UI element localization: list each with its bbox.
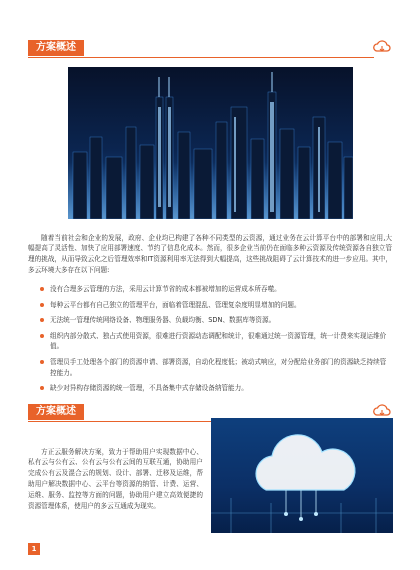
list-item: 缺少对异构存储资源的统一管理，不具备集中式存储设备纳管能力。 <box>40 383 392 394</box>
list-item: 无法统一管理传统网络设备、物理服务器、负载均衡、SDN、数据库等资源。 <box>40 315 392 326</box>
list-item: 管理员手工处理各个部门的资源申请、部署资源，自动化程度低；被动式响应，对分配给业务部门的资源缺乏持续管控能力。 <box>40 357 392 378</box>
section-divider <box>28 57 374 58</box>
list-item: 组织内部分散式、独占式使用资源，很难进行资源动态调配和统计，很难通过统一资源管理，统一计费来实现运维价值。 <box>40 331 392 352</box>
bullet-dot <box>40 318 44 322</box>
solution-paragraph: 方正云服务解决方案，致力于帮助用户实现数据中心、私有云与公有云、公有云与公有云间的互联互通，协助用户完成公有云及混合云的规划、设计、部署、迁移及运维，帮助用户解决数据中心、云平台等资源的纳管、计费、运营、运维、服务、监控等方面的问题，协助用户建立高效便捷的资源管理体系，使用户的多云互通成为现实。 <box>28 447 203 510</box>
bullet-dot <box>40 303 44 307</box>
list-item: 没有合理多云管理的方法，采用云计算节省的成本都被增加的运营成本所吞噬。 <box>40 284 392 295</box>
section-title: 方案概述 <box>28 40 84 56</box>
page-number: 1 <box>28 543 40 555</box>
section-header-overview <box>28 38 392 60</box>
bullet-dot <box>40 334 44 338</box>
intro-paragraph: 随着当前社会和企业的发展，政府、企业均已构建了各种不同类型的云资源，通过业务在云计算平台中的部署和应用,大幅提高了灵活性、加快了应用部署速度、节约了信息化成本。然而，很多企业当前仍在面临多种云资源及传统资源各自独立管理的挑战，从而导致云化之后管理效率和IT资源利用率无法得到大幅提高，这些挑战阻碍了云计算技术的进一步应用。其中，多云环境大多存在以下问题: <box>28 233 392 274</box>
city-skyline-image <box>68 67 353 219</box>
list-item: 每种云平台都有自己独立的管理平台，面临着管理混乱、管理复杂度明显增加的问题。 <box>40 300 392 311</box>
bullet-dot <box>40 386 44 390</box>
bullet-dot <box>40 287 44 291</box>
issue-list <box>40 284 392 399</box>
bullet-dot <box>40 360 44 364</box>
cloud-icon <box>372 38 392 56</box>
cloud-computing-image <box>211 418 393 533</box>
section-title: 方案概述 <box>28 404 84 420</box>
